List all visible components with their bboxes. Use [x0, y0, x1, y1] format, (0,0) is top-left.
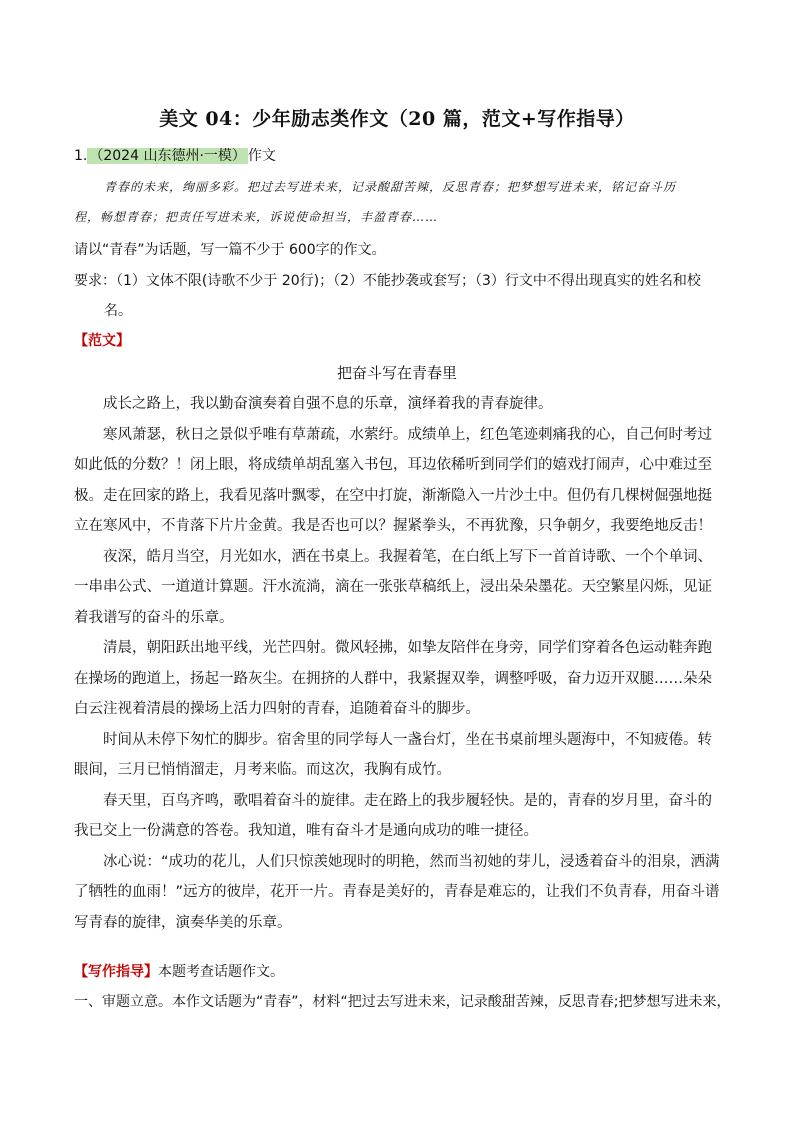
essay-paragraph: 春天里，百鸟齐鸣，歌唱着奋斗的旋律。走在路上的我步履轻快。是的，青春的岁月里，奋斗的我已交上一份满意的答卷。我知道，唯有奋斗才是通向成功的唯一捷径。	[74, 792, 712, 839]
question-prompt: 请以“青春”为话题，写一篇不少于 600字的作文。	[74, 242, 386, 258]
question-source-tag: （2024 山东德州·一模）	[89, 148, 246, 164]
question-header	[74, 145, 276, 165]
guide-heading	[74, 957, 734, 987]
document-title: 美文 04：少年励志类作文（20 篇，范文+写作指导）	[159, 108, 635, 130]
essay-paragraph: 寒风萧瑟，秋日之景似乎唯有草萧疏，水萦纡。成绩单上，红色笔迹刺痛我的心，自己何时考过如此低的分数？！闭上眼，将成绩单胡乱塞入书包，耳边依稀听到同学们的嬉戏打闹声，心中难过至极。走在回家的路上，我看见落叶飘零，在空中打旋，渐渐隐入一片沙土中。但仍有几棵树倔强地挺立在寒风中，不肯落下片片金黄。我是否也可以？握紧拳头，不再犹豫，只争朝夕，我要绝地反击！	[74, 426, 712, 534]
requirements-line-2: 名。	[104, 303, 132, 319]
requirements-line-1: 要求：（1）文体不限(诗歌不少于 20行)；（2）不能抄袭或套写；（3）行文中不得出现真实的姓名和校	[74, 273, 701, 289]
question-type: 作文	[247, 148, 276, 164]
writing-guide	[74, 957, 734, 1017]
essay-paragraph: 清晨，朝阳跃出地平线，光芒四射。微风轻拂，如挚友陪伴在身旁，同学们穿着各色运动鞋奔跑在操场的跑道上，扬起一路灰尘。在拥挤的人群中，我紧握双拳，调整呼吸，奋力迈开双腿……朵朵白云注视着清晨的操场上活力四射的青春，追随着奋斗的脚步。	[74, 640, 712, 717]
essay-paragraph: 时间从未停下匆忙的脚步。宿舍里的同学每人一盏台灯，坐在书桌前埋头题海中，不知疲倦。转眼间，三月已悄悄溜走，月考来临。而这次，我胸有成竹。	[74, 731, 712, 778]
essay-paragraph: 成长之路上，我以勤奋演奏着自强不息的乐章，演绎着我的青春旋律。	[103, 396, 553, 412]
essay-paragraph: 冰心说：“成功的花儿，人们只惊羡她现时的明艳，然而当初她的芽儿，浸透着奋斗的泪泉，洒满了牺牲的血雨！”远方的彼岸，花开一片。青春是美好的，青春是难忘的，让我们不负青春，用奋斗谱写青春的旋律，演奏华美的乐章。	[74, 853, 720, 931]
guide-intro: 本题考查话题作文。	[158, 964, 284, 980]
essay-paragraph: 夜深，皓月当空，月光如水，洒在书桌上。我握着笔，在白纸上写下一首首诗歌、一个个单词、一串串公式、一道道计算题。汗水流淌，滴在一张张草稿纸上，浸出朵朵墨花。天空繁星闪烁，见证着我谱写的奋斗的乐章。	[74, 548, 712, 626]
guide-label: 【写作指导】	[74, 964, 158, 980]
guide-line-1: 一、审题立意。本作文话题为“青春”，材料“把过去写进未来，记录酸甜苦辣，反思青春;把梦想写进未来，	[74, 994, 731, 1010]
essay-body	[74, 389, 724, 938]
question-number: 1.	[74, 148, 88, 164]
essay-title: 把奋斗写在青春里	[336, 364, 457, 382]
sample-essay-label: 【范文】	[74, 333, 130, 349]
material-line-1: 青春的未来，绚丽多彩。把过去写进未来，记录酸甜苦辣，反思青春；把梦想写进未来，铭记奋斗历	[104, 180, 677, 194]
material-line-2: 程，畅想青春；把责任写进未来，诉说使命担当，丰盈青春……	[74, 210, 439, 224]
